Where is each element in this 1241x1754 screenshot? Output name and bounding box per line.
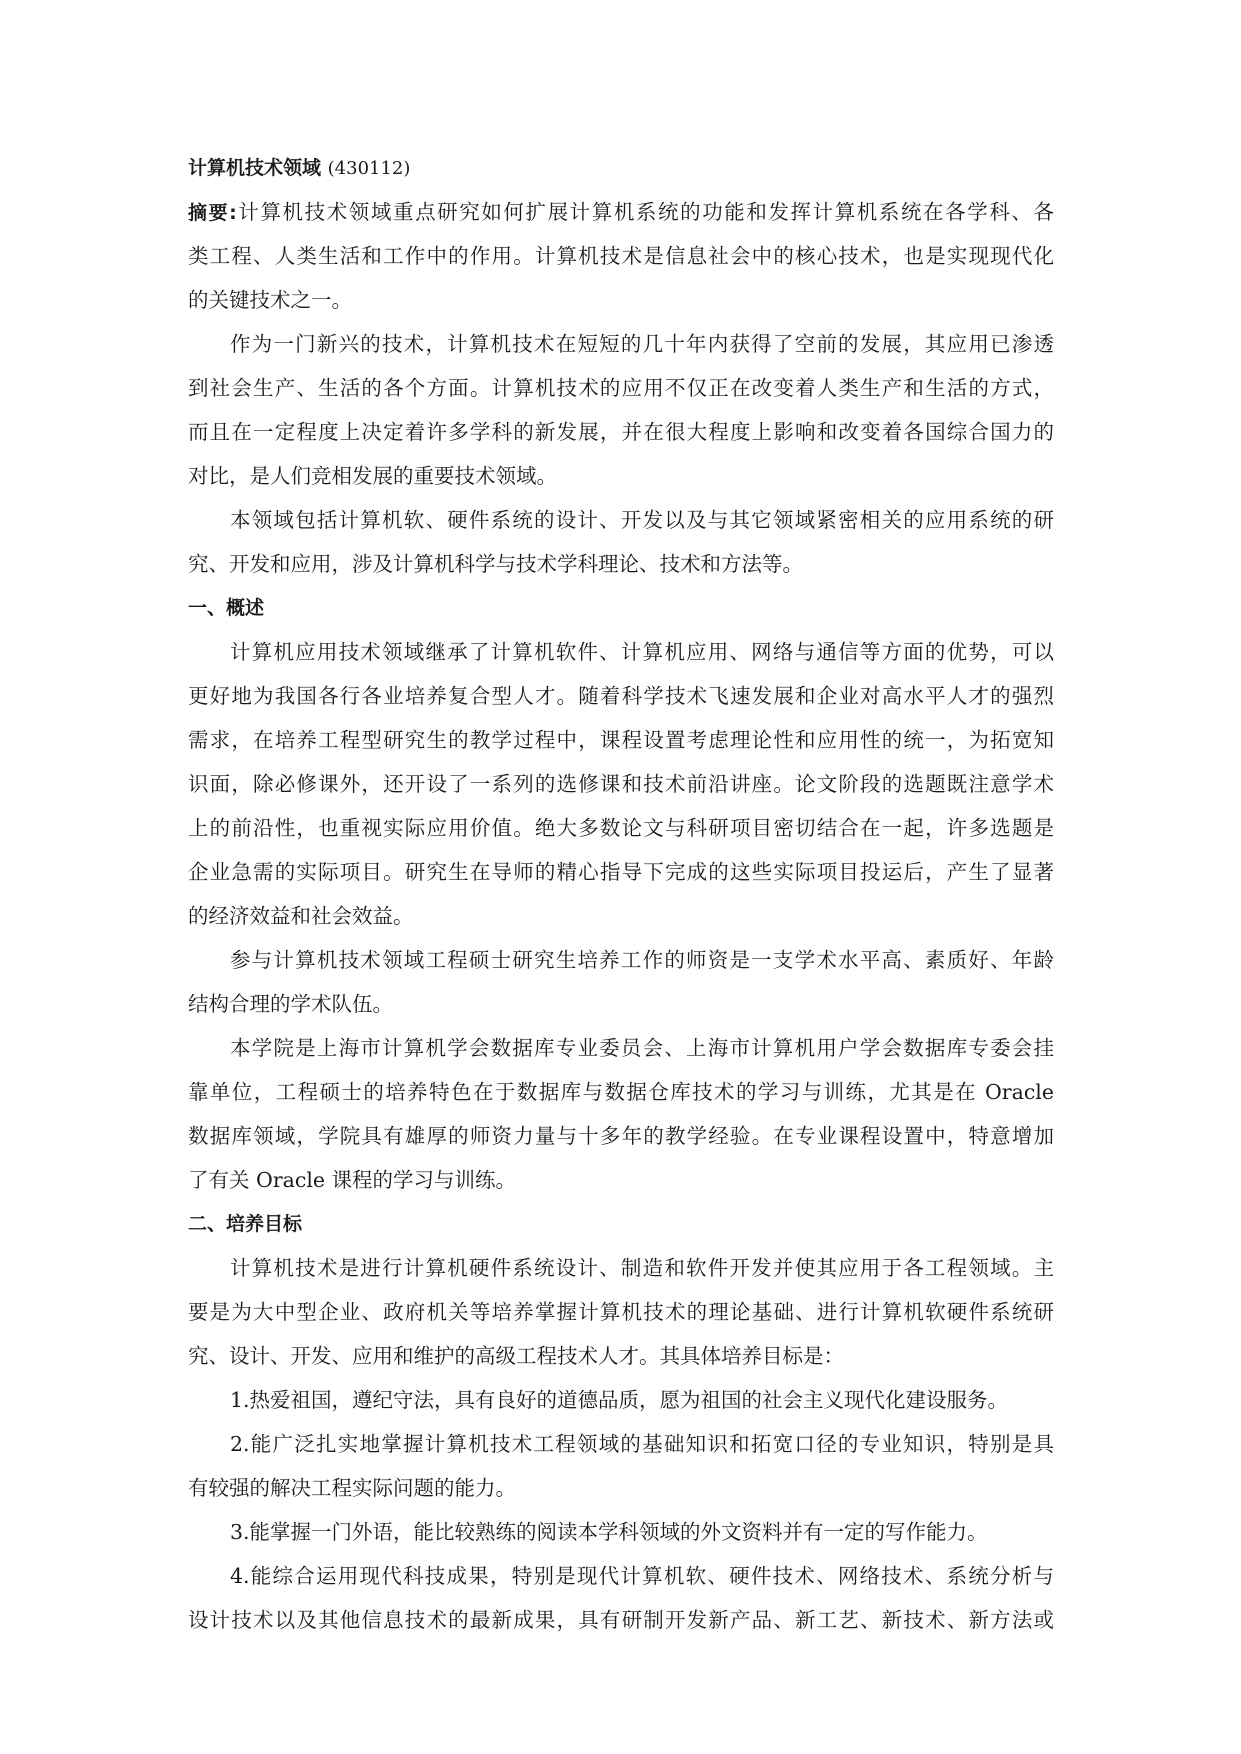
paragraph-line: 计算机应用技术领域继承了计算机软件、计算机应用、网络与通信等方面的优势，可以 bbox=[230, 640, 1054, 664]
paragraph-line: 要是为大中型企业、政府机关等培养掌握计算机技术的理论基础、进行计算机软硬件系统研 bbox=[188, 1300, 1054, 1324]
title-text: 计算机技术领域 bbox=[188, 157, 322, 179]
paragraph-line: 作为一门新兴的技术，计算机技术在短短的几十年内获得了空前的发展，其应用已渗透 bbox=[230, 332, 1054, 356]
paragraph-line: 计算机技术是进行计算机硬件系统设计、制造和软件开发并使其应用于各工程领域。主 bbox=[230, 1256, 1054, 1280]
title-code: (430112) bbox=[327, 158, 411, 179]
abstract-line: 类工程、人类生活和工作中的作用。计算机技术是信息社会中的核心技术，也是实现现代化 bbox=[188, 244, 1054, 268]
paragraph-line: 本学院是上海市计算机学会数据库专业委员会、上海市计算机用户学会数据库专委会挂 bbox=[230, 1036, 1054, 1060]
paragraph-line: 靠单位，工程硕士的培养特色在于数据库与数据仓库技术的学习与训练，尤其是在 Oracle bbox=[188, 1080, 1054, 1104]
paragraph-line: 参与计算机技术领域工程硕士研究生培养工作的师资是一支学术水平高、素质好、年龄 bbox=[230, 948, 1054, 972]
goal-item: 2.能广泛扎实地掌握计算机技术工程领域的基础知识和拓宽口径的专业知识，特别是具 bbox=[230, 1432, 1054, 1456]
paragraph-line: 数据库领域，学院具有雄厚的师资力量与十多年的教学经验。在专业课程设置中，特意增加 bbox=[188, 1124, 1054, 1148]
paragraph-line: 究、设计、开发、应用和维护的高级工程技术人才。其具体培养目标是： bbox=[188, 1344, 844, 1368]
goal-item: 1.热爱祖国，遵纪守法，具有良好的道德品质，愿为祖国的社会主义现代化建设服务。 bbox=[230, 1388, 1009, 1412]
document-page bbox=[188, 146, 1054, 1642]
paragraph-line: 而且在一定程度上决定着许多学科的新发展，并在很大程度上影响和改变着各国综合国力的 bbox=[188, 420, 1054, 444]
goal-item: 有较强的解决工程实际问题的能力。 bbox=[188, 1476, 516, 1500]
abstract-line bbox=[188, 190, 1054, 234]
section-heading: 二、培养目标 bbox=[188, 1213, 303, 1235]
paragraph-line: 需求，在培养工程型研究生的教学过程中，课程设置考虑理论性和应用性的统一，为拓宽知 bbox=[188, 728, 1054, 752]
paragraph-line: 了有关 Oracle 课程的学习与训练。 bbox=[188, 1168, 517, 1192]
paragraph-line: 到社会生产、生活的各个方面。计算机技术的应用不仅正在改变着人类生产和生活的方式， bbox=[188, 376, 1054, 400]
paragraph-line: 的经济效益和社会效益。 bbox=[188, 904, 414, 928]
paragraph-line: 识面，除必修课外，还开设了一系列的选修课和技术前沿讲座。论文阶段的选题既注意学术 bbox=[188, 772, 1054, 796]
goal-item: 4.能综合运用现代科技成果，特别是现代计算机软、硬件技术、网络技术、系统分析与 bbox=[230, 1564, 1054, 1588]
paragraph-line: 结构合理的学术队伍。 bbox=[188, 992, 393, 1016]
paragraph-line: 企业急需的实际项目。研究生在导师的精心指导下完成的这些实际项目投运后，产生了显著 bbox=[188, 860, 1054, 884]
section-heading: 一、概述 bbox=[188, 597, 265, 619]
document-title bbox=[188, 146, 1054, 190]
abstract-text: 计算机技术领域重点研究如何扩展计算机系统的功能和发挥计算机系统在各学科、各 bbox=[236, 200, 1054, 224]
abstract-line: 的关键技术之一。 bbox=[188, 288, 352, 312]
paragraph-line: 究、开发和应用，涉及计算机科学与技术学科理论、技术和方法等。 bbox=[188, 552, 803, 576]
goal-item: 设计技术以及其他信息技术的最新成果，具有研制开发新产品、新工艺、新技术、新方法或 bbox=[188, 1608, 1054, 1632]
abstract-label: 摘要: bbox=[188, 202, 237, 224]
paragraph-line: 上的前沿性，也重视实际应用价值。绝大多数论文与科研项目密切结合在一起，许多选题是 bbox=[188, 816, 1054, 840]
goal-item: 3.能掌握一门外语，能比较熟练的阅读本学科领域的外文资料并有一定的写作能力。 bbox=[230, 1520, 988, 1544]
paragraph-line: 本领域包括计算机软、硬件系统的设计、开发以及与其它领域紧密相关的应用系统的研 bbox=[230, 508, 1054, 532]
paragraph-line: 更好地为我国各行各业培养复合型人才。随着科学技术飞速发展和企业对高水平人才的强烈 bbox=[188, 684, 1054, 708]
paragraph-line: 对比，是人们竞相发展的重要技术领域。 bbox=[188, 464, 557, 488]
